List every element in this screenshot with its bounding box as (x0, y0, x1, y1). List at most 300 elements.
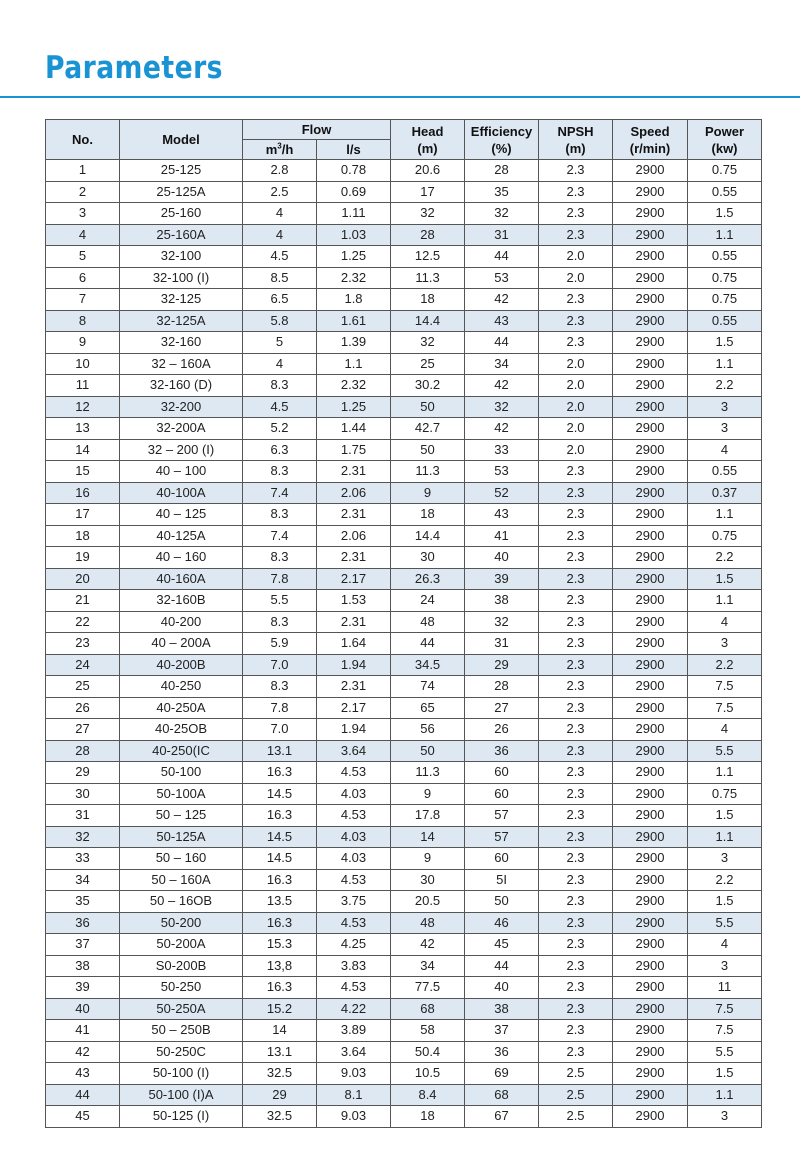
cell-flow-m3h: 14.5 (243, 848, 317, 870)
cell-power: 0.55 (688, 181, 762, 203)
cell-power: 2.2 (688, 869, 762, 891)
cell-power: 3 (688, 848, 762, 870)
cell-flow-m3h: 8.3 (243, 504, 317, 526)
cell-efficiency: 34 (465, 353, 539, 375)
cell-speed: 2900 (613, 1020, 688, 1042)
table-row (46, 160, 762, 182)
cell-no: 10 (46, 353, 120, 375)
cell-flow-ls: 2.06 (317, 482, 391, 504)
cell-speed: 2900 (613, 762, 688, 784)
cell-model: 32-100 (I) (120, 267, 243, 289)
cell-head: 42.7 (391, 418, 465, 440)
cell-speed: 2900 (613, 568, 688, 590)
cell-flow-ls: 0.69 (317, 181, 391, 203)
cell-efficiency: 39 (465, 568, 539, 590)
cell-flow-ls: 2.32 (317, 375, 391, 397)
cell-no: 27 (46, 719, 120, 741)
cell-no: 4 (46, 224, 120, 246)
cell-head: 20.5 (391, 891, 465, 913)
cell-speed: 2900 (613, 912, 688, 934)
cell-npsh: 2.3 (539, 654, 613, 676)
cell-flow-ls: 1.25 (317, 396, 391, 418)
cell-flow-m3h: 8.5 (243, 267, 317, 289)
cell-npsh: 2.3 (539, 740, 613, 762)
cell-power: 7.5 (688, 697, 762, 719)
cell-power: 3 (688, 955, 762, 977)
cell-flow-m3h: 16.3 (243, 977, 317, 999)
cell-model: S0-200B (120, 955, 243, 977)
cell-flow-m3h: 16.3 (243, 762, 317, 784)
header-power: Power (kw) (688, 120, 762, 160)
cell-model: 50-100 (I) (120, 1063, 243, 1085)
cell-flow-ls: 4.03 (317, 783, 391, 805)
table-row (46, 891, 762, 913)
cell-flow-ls: 2.31 (317, 461, 391, 483)
cell-efficiency: 38 (465, 590, 539, 612)
cell-power: 3 (688, 396, 762, 418)
cell-efficiency: 28 (465, 676, 539, 698)
cell-head: 12.5 (391, 246, 465, 268)
cell-npsh: 2.3 (539, 203, 613, 225)
cell-no: 31 (46, 805, 120, 827)
cell-power: 11 (688, 977, 762, 999)
cell-model: 50-250 (120, 977, 243, 999)
cell-flow-m3h: 7.4 (243, 525, 317, 547)
cell-efficiency: 28 (465, 160, 539, 182)
cell-speed: 2900 (613, 504, 688, 526)
table-row (46, 289, 762, 311)
cell-npsh: 2.3 (539, 160, 613, 182)
cell-speed: 2900 (613, 805, 688, 827)
cell-head: 17 (391, 181, 465, 203)
cell-efficiency: 50 (465, 891, 539, 913)
cell-model: 50-125 (I) (120, 1106, 243, 1128)
cell-power: 1.1 (688, 762, 762, 784)
cell-flow-m3h: 5 (243, 332, 317, 354)
cell-npsh: 2.5 (539, 1063, 613, 1085)
cell-efficiency: 32 (465, 396, 539, 418)
cell-npsh: 2.3 (539, 998, 613, 1020)
cell-npsh: 2.0 (539, 396, 613, 418)
cell-speed: 2900 (613, 955, 688, 977)
cell-head: 34 (391, 955, 465, 977)
cell-npsh: 2.3 (539, 783, 613, 805)
cell-efficiency: 44 (465, 955, 539, 977)
cell-flow-m3h: 7.4 (243, 482, 317, 504)
cell-model: 32-200 (120, 396, 243, 418)
cell-model: 40 – 200A (120, 633, 243, 655)
cell-speed: 2900 (613, 353, 688, 375)
cell-model: 50-100 (120, 762, 243, 784)
cell-no: 30 (46, 783, 120, 805)
cell-no: 29 (46, 762, 120, 784)
cell-flow-ls: 1.25 (317, 246, 391, 268)
table-row (46, 246, 762, 268)
cell-model: 25-125A (120, 181, 243, 203)
header-efficiency: Efficiency (%) (465, 120, 539, 160)
cell-model: 40-200 (120, 611, 243, 633)
cell-flow-ls: 3.89 (317, 1020, 391, 1042)
cell-npsh: 2.3 (539, 224, 613, 246)
cell-flow-ls: 1.11 (317, 203, 391, 225)
cell-speed: 2900 (613, 203, 688, 225)
cell-head: 11.3 (391, 461, 465, 483)
cell-npsh: 2.0 (539, 246, 613, 268)
cell-power: 5.5 (688, 1041, 762, 1063)
cell-model: 40 – 100 (120, 461, 243, 483)
cell-model: 50-200 (120, 912, 243, 934)
cell-speed: 2900 (613, 181, 688, 203)
cell-model: 40-100A (120, 482, 243, 504)
table-row (46, 826, 762, 848)
cell-flow-ls: 4.53 (317, 805, 391, 827)
cell-efficiency: 60 (465, 762, 539, 784)
cell-head: 9 (391, 783, 465, 805)
cell-npsh: 2.3 (539, 482, 613, 504)
cell-efficiency: 53 (465, 461, 539, 483)
cell-model: 50-200A (120, 934, 243, 956)
cell-model: 50-100 (I)A (120, 1084, 243, 1106)
cell-speed: 2900 (613, 826, 688, 848)
table-row (46, 181, 762, 203)
cell-efficiency: 52 (465, 482, 539, 504)
cell-head: 32 (391, 203, 465, 225)
cell-speed: 2900 (613, 267, 688, 289)
cell-efficiency: 57 (465, 805, 539, 827)
cell-flow-m3h: 16.3 (243, 869, 317, 891)
cell-head: 74 (391, 676, 465, 698)
cell-efficiency: 69 (465, 1063, 539, 1085)
page-title: Parameters (45, 50, 223, 86)
cell-flow-m3h: 4.5 (243, 396, 317, 418)
table-row (46, 1041, 762, 1063)
cell-speed: 2900 (613, 418, 688, 440)
cell-efficiency: 31 (465, 633, 539, 655)
cell-head: 50 (391, 396, 465, 418)
cell-flow-ls: 2.31 (317, 547, 391, 569)
cell-flow-m3h: 7.0 (243, 654, 317, 676)
cell-efficiency: 42 (465, 418, 539, 440)
cell-efficiency: 43 (465, 310, 539, 332)
cell-flow-m3h: 29 (243, 1084, 317, 1106)
cell-power: 5.5 (688, 740, 762, 762)
cell-model: 32-160B (120, 590, 243, 612)
cell-power: 1.5 (688, 1063, 762, 1085)
cell-no: 38 (46, 955, 120, 977)
cell-flow-ls: 4.53 (317, 762, 391, 784)
cell-efficiency: 36 (465, 1041, 539, 1063)
header-flow-ls: l/s (317, 140, 391, 160)
cell-flow-ls: 1.64 (317, 633, 391, 655)
table-row (46, 654, 762, 676)
cell-efficiency: 36 (465, 740, 539, 762)
cell-power: 4 (688, 934, 762, 956)
cell-npsh: 2.3 (539, 955, 613, 977)
cell-head: 50.4 (391, 1041, 465, 1063)
cell-model: 40-25OB (120, 719, 243, 741)
cell-npsh: 2.3 (539, 977, 613, 999)
header-model: Model (120, 120, 243, 160)
cell-no: 21 (46, 590, 120, 612)
cell-head: 30 (391, 869, 465, 891)
cell-no: 34 (46, 869, 120, 891)
cell-head: 11.3 (391, 267, 465, 289)
table-row (46, 396, 762, 418)
cell-no: 39 (46, 977, 120, 999)
cell-power: 1.5 (688, 332, 762, 354)
cell-flow-m3h: 14.5 (243, 783, 317, 805)
cell-flow-ls: 4.53 (317, 977, 391, 999)
cell-flow-ls: 0.78 (317, 160, 391, 182)
table-row (46, 418, 762, 440)
cell-power: 1.1 (688, 353, 762, 375)
cell-model: 50 – 160 (120, 848, 243, 870)
cell-npsh: 2.3 (539, 869, 613, 891)
cell-npsh: 2.3 (539, 697, 613, 719)
cell-power: 2.2 (688, 654, 762, 676)
cell-head: 48 (391, 611, 465, 633)
cell-model: 32-200A (120, 418, 243, 440)
cell-power: 0.75 (688, 289, 762, 311)
cell-head: 68 (391, 998, 465, 1020)
cell-speed: 2900 (613, 719, 688, 741)
cell-no: 44 (46, 1084, 120, 1106)
cell-npsh: 2.3 (539, 332, 613, 354)
cell-no: 35 (46, 891, 120, 913)
cell-speed: 2900 (613, 289, 688, 311)
cell-power: 0.37 (688, 482, 762, 504)
cell-flow-m3h: 13,8 (243, 955, 317, 977)
cell-model: 50 – 125 (120, 805, 243, 827)
cell-head: 11.3 (391, 762, 465, 784)
cell-flow-ls: 4.22 (317, 998, 391, 1020)
cell-power: 1.5 (688, 891, 762, 913)
cell-flow-m3h: 4 (243, 203, 317, 225)
cell-power: 2.2 (688, 547, 762, 569)
cell-flow-m3h: 13.5 (243, 891, 317, 913)
cell-model: 50-250A (120, 998, 243, 1020)
cell-power: 1.5 (688, 203, 762, 225)
cell-flow-ls: 9.03 (317, 1106, 391, 1128)
table-row (46, 332, 762, 354)
cell-speed: 2900 (613, 654, 688, 676)
cell-flow-ls: 1.75 (317, 439, 391, 461)
table-row (46, 568, 762, 590)
cell-no: 19 (46, 547, 120, 569)
cell-speed: 2900 (613, 783, 688, 805)
cell-flow-ls: 2.32 (317, 267, 391, 289)
cell-speed: 2900 (613, 977, 688, 999)
cell-no: 22 (46, 611, 120, 633)
cell-head: 65 (391, 697, 465, 719)
cell-power: 1.1 (688, 1084, 762, 1106)
cell-head: 9 (391, 848, 465, 870)
table-row (46, 310, 762, 332)
table-row (46, 633, 762, 655)
table-row (46, 611, 762, 633)
table-row (46, 740, 762, 762)
cell-npsh: 2.3 (539, 633, 613, 655)
cell-power: 7.5 (688, 676, 762, 698)
cell-power: 4 (688, 611, 762, 633)
cell-efficiency: 46 (465, 912, 539, 934)
cell-flow-m3h: 32.5 (243, 1063, 317, 1085)
cell-no: 7 (46, 289, 120, 311)
cell-npsh: 2.3 (539, 848, 613, 870)
table-row (46, 998, 762, 1020)
cell-flow-ls: 3.83 (317, 955, 391, 977)
cell-head: 50 (391, 740, 465, 762)
cell-power: 2.2 (688, 375, 762, 397)
cell-power: 0.75 (688, 525, 762, 547)
cell-no: 25 (46, 676, 120, 698)
table-row (46, 783, 762, 805)
cell-power: 0.75 (688, 783, 762, 805)
cell-flow-m3h: 8.3 (243, 611, 317, 633)
cell-flow-m3h: 14.5 (243, 826, 317, 848)
cell-flow-ls: 3.64 (317, 1041, 391, 1063)
cell-model: 32-160 (120, 332, 243, 354)
cell-flow-ls: 2.31 (317, 504, 391, 526)
cell-no: 13 (46, 418, 120, 440)
cell-flow-ls: 4.03 (317, 826, 391, 848)
cell-head: 48 (391, 912, 465, 934)
cell-model: 32 – 160A (120, 353, 243, 375)
cell-head: 56 (391, 719, 465, 741)
cell-power: 1.5 (688, 805, 762, 827)
cell-model: 25-125 (120, 160, 243, 182)
cell-power: 7.5 (688, 1020, 762, 1042)
cell-no: 16 (46, 482, 120, 504)
cell-efficiency: 32 (465, 203, 539, 225)
cell-power: 4 (688, 719, 762, 741)
cell-speed: 2900 (613, 633, 688, 655)
cell-head: 77.5 (391, 977, 465, 999)
cell-no: 33 (46, 848, 120, 870)
cell-flow-m3h: 6.5 (243, 289, 317, 311)
cell-flow-ls: 1.61 (317, 310, 391, 332)
cell-no: 3 (46, 203, 120, 225)
table-row (46, 869, 762, 891)
cell-model: 25-160A (120, 224, 243, 246)
cell-flow-m3h: 13.1 (243, 1041, 317, 1063)
table-row (46, 934, 762, 956)
cell-model: 50-100A (120, 783, 243, 805)
cell-no: 23 (46, 633, 120, 655)
cell-head: 30.2 (391, 375, 465, 397)
cell-flow-ls: 1.39 (317, 332, 391, 354)
cell-npsh: 2.3 (539, 719, 613, 741)
cell-speed: 2900 (613, 439, 688, 461)
cell-npsh: 2.3 (539, 504, 613, 526)
cell-efficiency: 44 (465, 332, 539, 354)
header-flow-m3h: $m^3/h$ (243, 140, 317, 160)
cell-model: 32 – 200 (I) (120, 439, 243, 461)
table-row (46, 955, 762, 977)
cell-model: 32-125A (120, 310, 243, 332)
cell-efficiency: 45 (465, 934, 539, 956)
header-flow: Flow (243, 120, 391, 140)
cell-flow-ls: 8.1 (317, 1084, 391, 1106)
cell-flow-m3h: 5.8 (243, 310, 317, 332)
cell-speed: 2900 (613, 482, 688, 504)
cell-flow-ls: 2.31 (317, 611, 391, 633)
cell-speed: 2900 (613, 1106, 688, 1128)
parameters-table (45, 119, 762, 1128)
header-no: No. (46, 120, 120, 160)
cell-efficiency: 31 (465, 224, 539, 246)
table-row (46, 1063, 762, 1085)
table-row (46, 375, 762, 397)
cell-no: 40 (46, 998, 120, 1020)
table-row (46, 1084, 762, 1106)
cell-head: 25 (391, 353, 465, 375)
cell-head: 28 (391, 224, 465, 246)
cell-npsh: 2.3 (539, 289, 613, 311)
table-row (46, 912, 762, 934)
cell-flow-m3h: 8.3 (243, 676, 317, 698)
cell-head: 24 (391, 590, 465, 612)
cell-efficiency: 37 (465, 1020, 539, 1042)
cell-efficiency: 60 (465, 783, 539, 805)
cell-flow-ls: 3.64 (317, 740, 391, 762)
cell-power: 1.1 (688, 826, 762, 848)
cell-model: 40 – 125 (120, 504, 243, 526)
cell-flow-m3h: 5.2 (243, 418, 317, 440)
cell-head: 14 (391, 826, 465, 848)
cell-npsh: 2.3 (539, 676, 613, 698)
table-row (46, 203, 762, 225)
cell-power: 3 (688, 418, 762, 440)
cell-flow-ls: 4.53 (317, 912, 391, 934)
table-row (46, 525, 762, 547)
cell-power: 7.5 (688, 998, 762, 1020)
cell-model: 40-160A (120, 568, 243, 590)
cell-model: 50-250C (120, 1041, 243, 1063)
cell-efficiency: 5I (465, 869, 539, 891)
cell-speed: 2900 (613, 611, 688, 633)
cell-model: 50 – 16OB (120, 891, 243, 913)
cell-model: 40-250 (120, 676, 243, 698)
cell-speed: 2900 (613, 1041, 688, 1063)
cell-no: 24 (46, 654, 120, 676)
cell-speed: 2900 (613, 396, 688, 418)
table-row (46, 1106, 762, 1128)
cell-efficiency: 68 (465, 1084, 539, 1106)
cell-speed: 2900 (613, 246, 688, 268)
cell-flow-m3h: 4 (243, 353, 317, 375)
cell-efficiency: 27 (465, 697, 539, 719)
table-row (46, 267, 762, 289)
cell-power: 0.55 (688, 246, 762, 268)
cell-no: 12 (46, 396, 120, 418)
cell-no: 2 (46, 181, 120, 203)
cell-model: 50 – 250B (120, 1020, 243, 1042)
cell-no: 8 (46, 310, 120, 332)
table-row (46, 461, 762, 483)
cell-speed: 2900 (613, 740, 688, 762)
cell-head: 8.4 (391, 1084, 465, 1106)
cell-speed: 2900 (613, 697, 688, 719)
table-row (46, 977, 762, 999)
cell-power: 5.5 (688, 912, 762, 934)
table-row (46, 547, 762, 569)
cell-speed: 2900 (613, 998, 688, 1020)
cell-power: 0.55 (688, 461, 762, 483)
table-row (46, 353, 762, 375)
cell-npsh: 2.3 (539, 1020, 613, 1042)
table-row (46, 676, 762, 698)
